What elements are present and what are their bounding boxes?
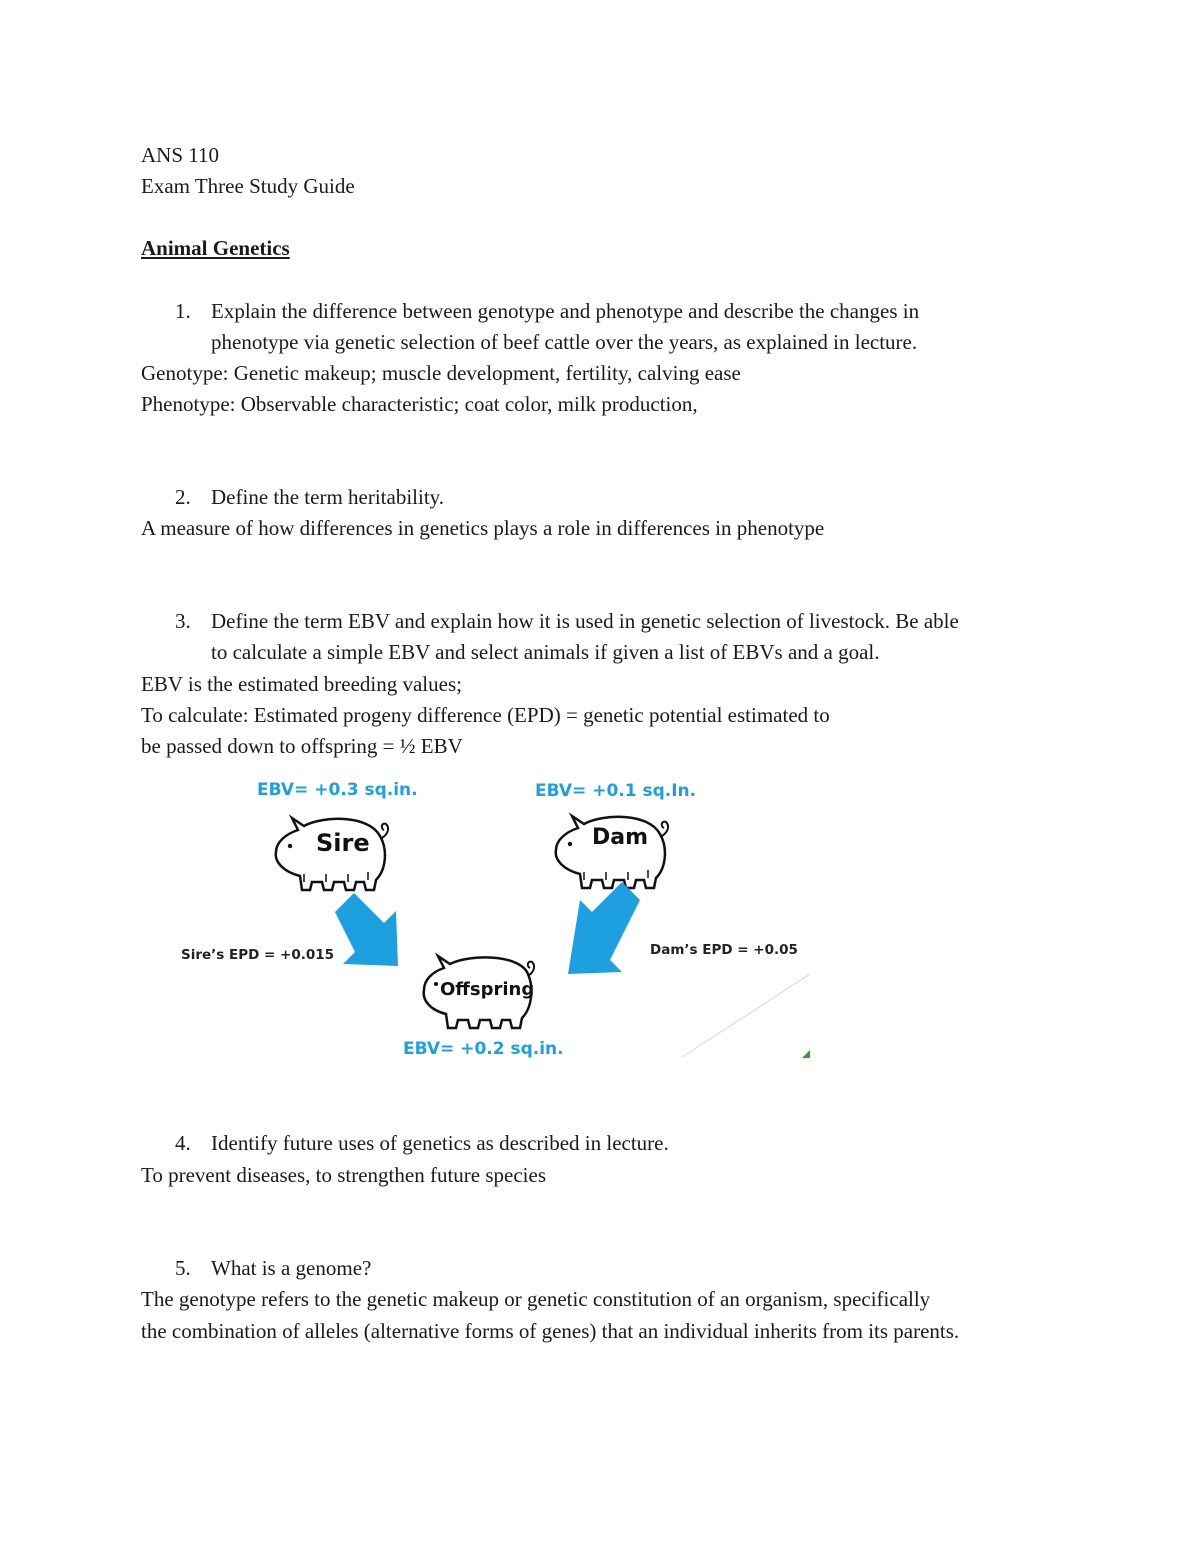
answer-text: A measure of how differences in genetics plays a role in differences in phenotype bbox=[141, 516, 825, 540]
question-text: Define the term heritability. bbox=[211, 485, 445, 509]
question-text: Identify future uses of genetics as described in lecture. bbox=[211, 1131, 669, 1155]
question-text: to calculate a simple EBV and select animals if given a list of EBVs and a goal. bbox=[211, 640, 880, 664]
dam-arrow-icon bbox=[568, 882, 640, 974]
answer-text: To calculate: Estimated progeny difference (EPD) = genetic potential estimated to bbox=[141, 703, 830, 727]
question-number: 1. bbox=[175, 299, 191, 323]
question-number: 2. bbox=[175, 485, 191, 509]
question-text: phenotype via genetic selection of beef cattle over the years, as explained in lecture. bbox=[211, 330, 918, 354]
answer-text: be passed down to offspring = ½ EBV bbox=[141, 734, 463, 758]
question-text: Explain the difference between genotype and phenotype and describe the changes in bbox=[211, 299, 920, 323]
section-heading: Animal Genetics bbox=[141, 236, 290, 260]
course-code: ANS 110 bbox=[141, 143, 219, 167]
answer-text: To prevent diseases, to strengthen future species bbox=[141, 1163, 546, 1187]
resize-handle-icon bbox=[802, 1050, 810, 1058]
answer-text: Genotype: Genetic makeup; muscle development, fertility, calving ease bbox=[141, 361, 741, 385]
answer-text: the combination of alleles (alternative forms of genes) that an individual inherits from its parents. bbox=[141, 1319, 960, 1343]
ebv-inheritance-diagram bbox=[170, 768, 820, 1068]
answer-text: The genotype refers to the genetic makeup or genetic constitution of an organism, specifically bbox=[141, 1287, 931, 1311]
question-number: 4. bbox=[175, 1131, 191, 1155]
sire-epd-label: Sire’s EPD = +0.015 bbox=[181, 947, 335, 963]
dam-label: Dam bbox=[592, 825, 649, 850]
offspring-label: Offspring bbox=[440, 979, 535, 1000]
answer-text: Phenotype: Observable characteristic; coat color, milk production, bbox=[141, 392, 698, 416]
decorative-line bbox=[682, 974, 810, 1057]
question-text: What is a genome? bbox=[211, 1256, 372, 1280]
dam-ebv-label: EBV= +0.1 sq.In. bbox=[535, 781, 697, 801]
question-number: 5. bbox=[175, 1256, 191, 1280]
question-number: 3. bbox=[175, 609, 191, 633]
sire-label: Sire bbox=[316, 829, 370, 857]
question-text: Define the term EBV and explain how it is used in genetic selection of livestock. Be able bbox=[211, 609, 959, 633]
offspring-ebv-label: EBV= +0.2 sq.in. bbox=[403, 1039, 564, 1059]
dam-epd-label: Dam’s EPD = +0.05 bbox=[650, 942, 798, 958]
document-title: Exam Three Study Guide bbox=[141, 174, 355, 198]
sire-arrow-icon bbox=[335, 893, 398, 966]
answer-text: EBV is the estimated breeding values; bbox=[141, 672, 462, 696]
sire-ebv-label: EBV= +0.3 sq.in. bbox=[257, 780, 418, 800]
